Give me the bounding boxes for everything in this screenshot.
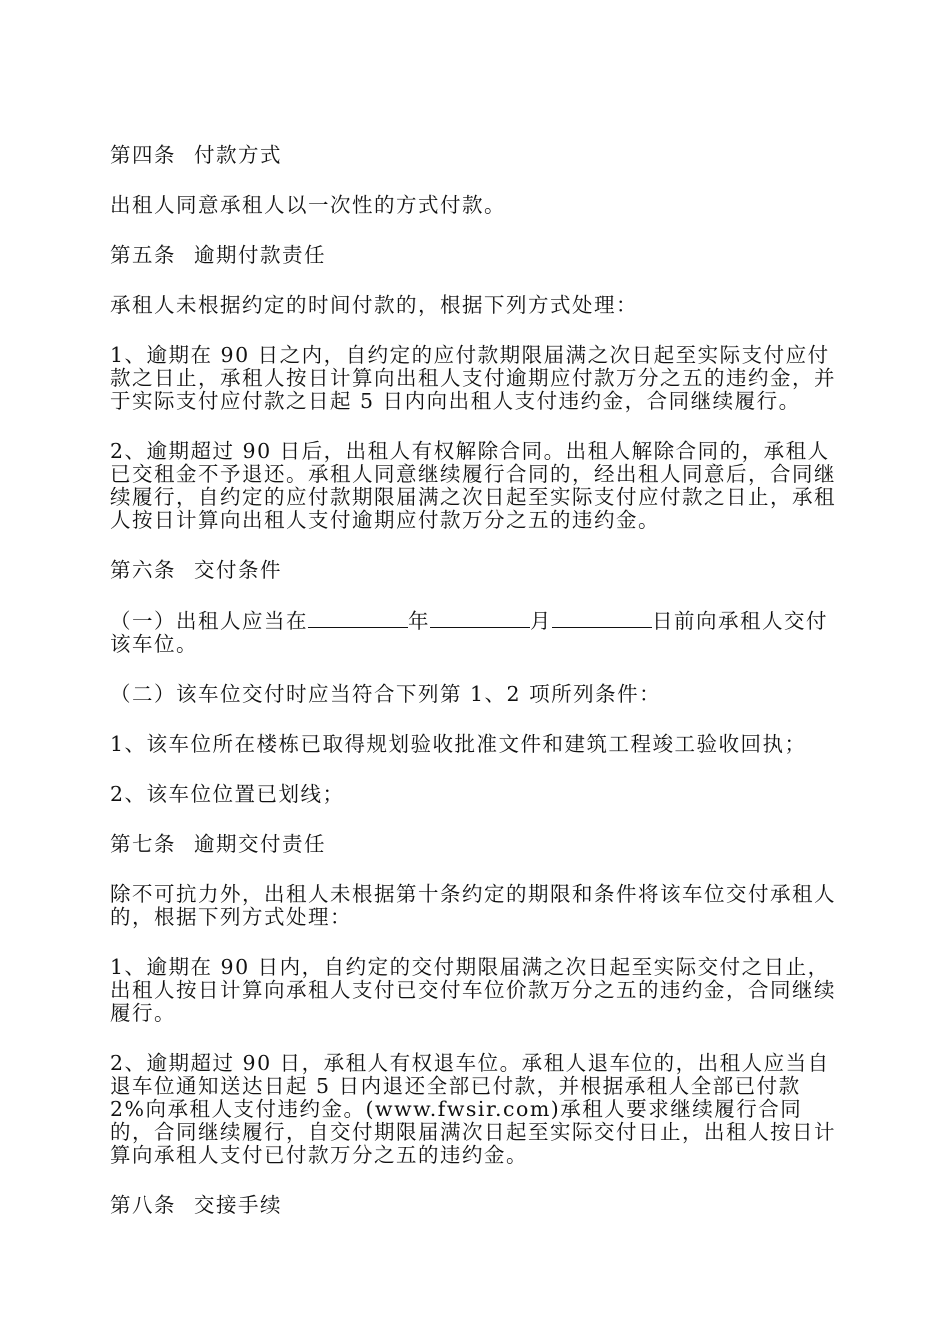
section-number: 第八条 [110,1193,176,1217]
section-number: 第五条 [110,243,176,267]
clause-1-month-label: 月 [530,609,552,633]
clause-1-prefix: （一）出租人应当在 [110,609,308,633]
month-blank [430,609,530,628]
clause-1-year-label: 年 [408,609,430,633]
section-title: 交付条件 [194,558,282,582]
day-blank [552,609,652,628]
section-title: 付款方式 [194,143,282,167]
section-7-item-1: 1、逾期在 90 日内，自约定的交付期限届满之次日起至实际交付之日止，出租人按日计算向承租人支付已交付车位价款万分之五的违约金，合同继续履行。 [110,955,836,1025]
document-body [110,144,842,1244]
section-number: 第四条 [110,143,176,167]
section-7-item-2: 2、逾期超过 90 日，承租人有权退车位。承租人退车位的，出租人应当自退车位通知送达日起 5 日内退还全部已付款，并根据承租人全部已付款 2%向承租人支付违约金。(www.fwsir.com)承租人要求继续履行合同的，合同继续履行，自交付期限届满次日起至实际交付日止，出租人按日计算向承租人支付已付款万分之五的违约金。 [110,1051,836,1167]
section-title: 逾期交付责任 [194,832,326,856]
section-number: 第六条 [110,558,176,582]
section-7-heading [110,833,842,856]
section-number: 第七条 [110,832,176,856]
section-4-heading [110,144,842,167]
section-5-item-2: 2、逾期超过 90 日后，出租人有权解除合同。出租人解除合同的，承租人已交租金不予退还。承租人同意继续履行合同的，经出租人同意后，合同继续履行，自约定的应付款期限届满之次日起至实际支付应付款之日止，承租人按日计算向出租人支付逾期应付款万分之五的违约金。 [110,439,836,532]
clause-1-suffix: 日前向承租人交付该车位。 [110,609,828,656]
section-title: 交接手续 [194,1193,282,1217]
section-7-intro: 除不可抗力外，出租人未根据第十条约定的期限和条件将该车位交付承租人的，根据下列方式处理： [110,882,836,929]
section-6-condition-2: 2、该车位位置已划线； [110,782,345,806]
section-8-heading [110,1194,842,1217]
section-6-clause-2: （二）该车位交付时应当符合下列第 1、2 项所列条件： [110,682,662,706]
section-6-heading [110,559,842,582]
section-5-heading [110,244,842,267]
section-5-intro: 承租人未根据约定的时间付款的，根据下列方式处理： [110,293,638,317]
section-6-condition-1: 1、该车位所在楼栋已取得规划验收批准文件和建筑工程竣工验收回执； [110,732,807,756]
section-5-item-1: 1、逾期在 90 日之内，自约定的应付款期限届满之次日起至实际支付应付款之日止，承租人按日计算向出租人支付逾期应付款万分之五的违约金，并于实际支付应付款之日起 5 日内向出租人支付违约金，合同继续履行。 [110,343,836,413]
section-6-clause-1 [110,609,842,656]
year-blank [308,609,408,628]
section-title: 逾期付款责任 [194,243,326,267]
section-4-body: 出租人同意承租人以一次性的方式付款。 [110,193,506,217]
